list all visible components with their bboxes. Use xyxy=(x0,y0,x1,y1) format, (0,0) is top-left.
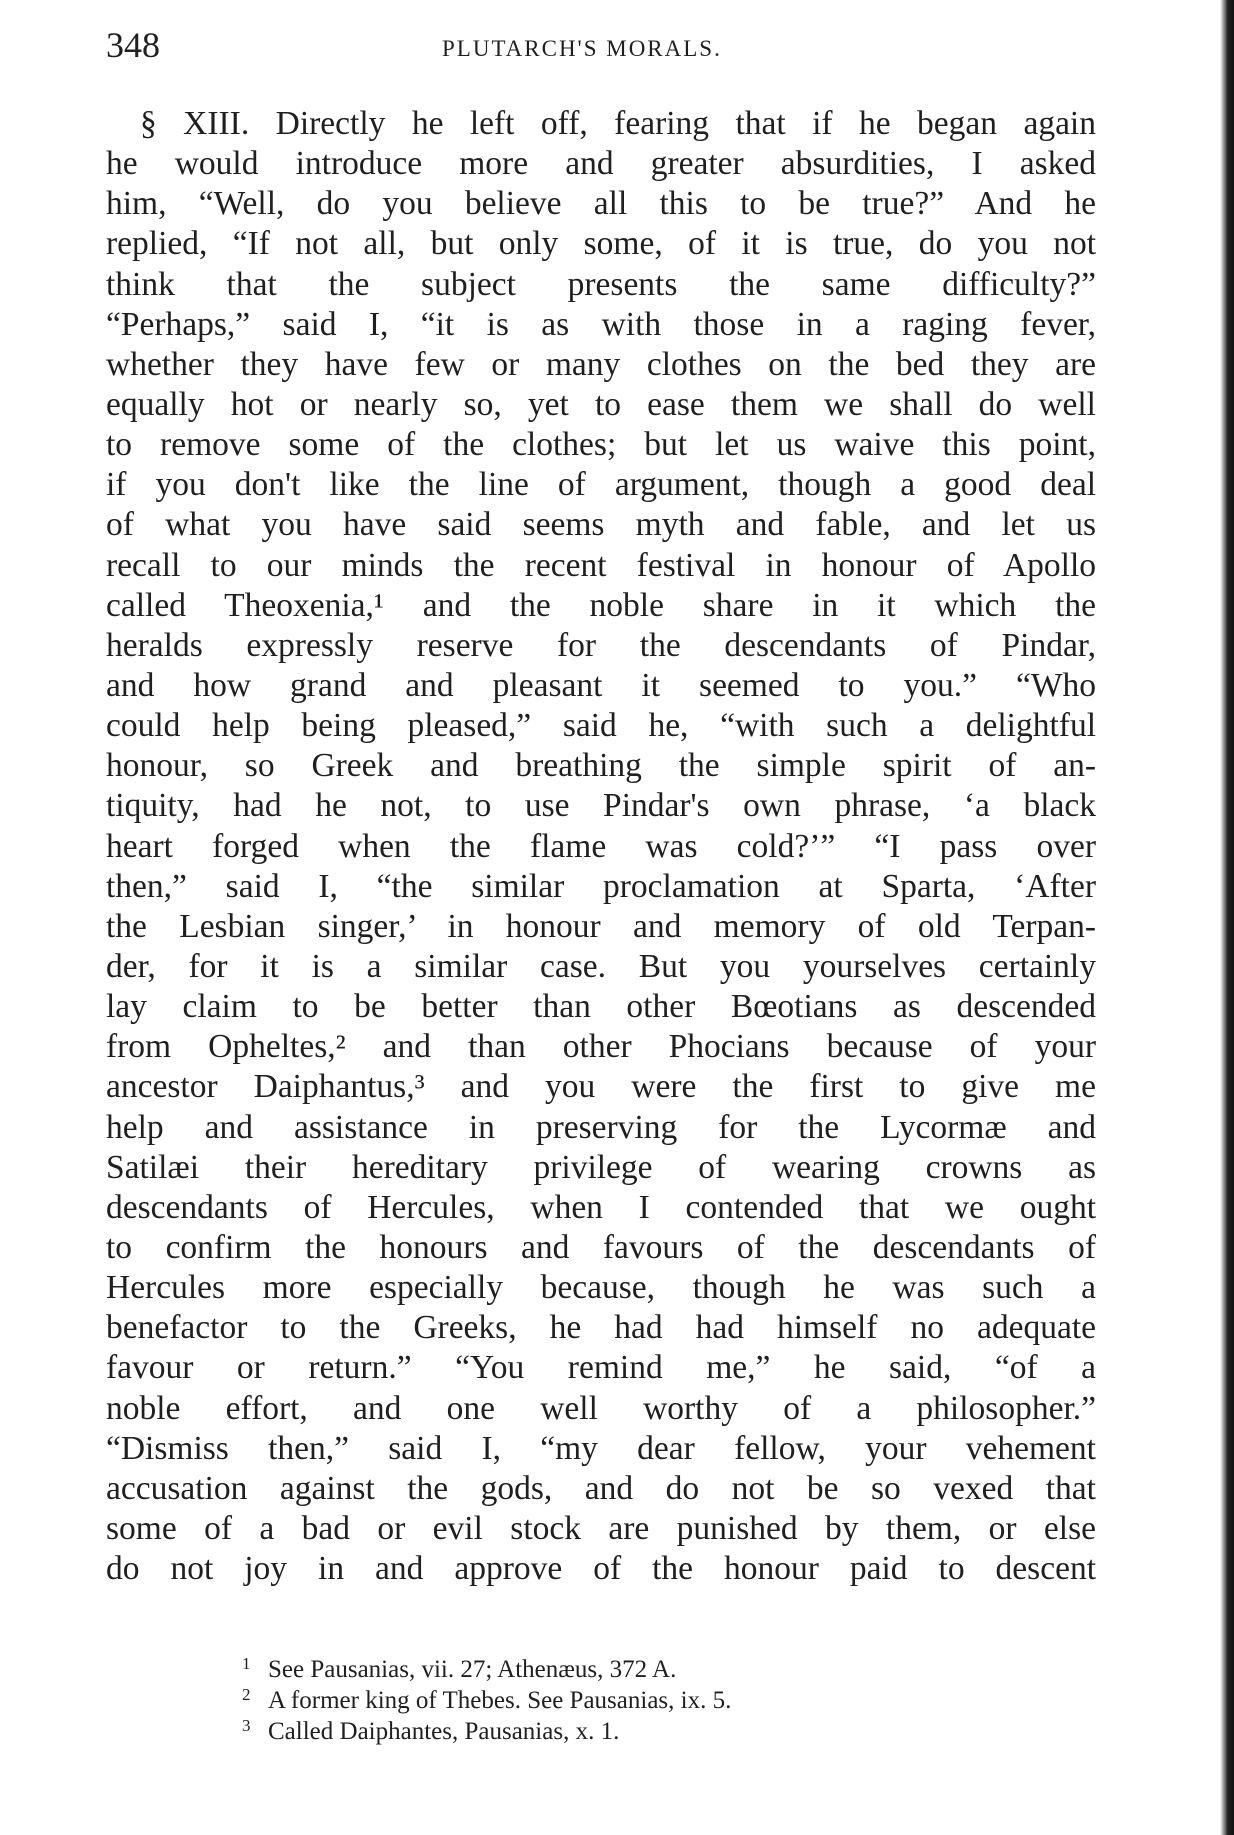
body-text xyxy=(106,104,1096,1589)
text-line: favour or return.” “You remind me,” he said, “of a xyxy=(106,1349,1096,1387)
text-line: to confirm the honours and favours of the descendants of xyxy=(106,1228,1096,1266)
text-line: benefactor to the Greeks, he had had himself no adequate xyxy=(106,1309,1096,1347)
text-line: think that the subject presents the same difficulty?” xyxy=(106,265,1096,303)
text-line: he would introduce more and greater absurdities, I asked xyxy=(106,145,1096,183)
page-edge-shadow xyxy=(1220,0,1234,1835)
footnote-mark: 3 xyxy=(242,1716,251,1735)
text-line: to remove some of the clothes; but let us waive this point, xyxy=(106,426,1096,464)
text-line: do not joy in and approve of the honour paid to descent xyxy=(106,1550,1096,1588)
text-line: and how grand and pleasant it seemed to you.” “Who xyxy=(106,666,1096,704)
text-line: ancestor Daiphantus,³ and you were the first to give me xyxy=(106,1068,1096,1106)
text-line: could help being pleased,” said he, “with such a delightful xyxy=(106,707,1096,745)
page-header xyxy=(106,18,1096,78)
footnote-text: A former king of Thebes. See Pausanias, ix. 5. xyxy=(268,1687,732,1714)
text-line: replied, “If not all, but only some, of it is true, do you not xyxy=(106,225,1096,263)
text-line: Satilæi their hereditary privilege of wearing crowns as xyxy=(106,1148,1096,1186)
text-line: tiquity, had he not, to use Pindar's own phrase, ‘a black xyxy=(106,787,1096,825)
text-line: called Theoxenia,¹ and the noble share in it which the xyxy=(106,586,1096,624)
text-line: whether they have few or many clothes on the bed they are xyxy=(106,345,1096,383)
text-line: § XIII. Directly he left off, fearing that if he began again xyxy=(140,105,1096,142)
text-line: him, “Well, do you believe all this to be true?” And he xyxy=(106,185,1096,223)
text-line: “Perhaps,” said I, “it is as with those in a raging fever, xyxy=(106,305,1096,343)
text-line: descendants of Hercules, when I contended that we ought xyxy=(106,1188,1096,1226)
text-line: recall to our minds the recent festival in honour of Apollo xyxy=(106,546,1096,584)
footnote-text: See Pausanias, vii. 27; Athenæus, 372 A. xyxy=(268,1656,677,1683)
text-line: heralds expressly reserve for the descendants of Pindar, xyxy=(106,626,1096,664)
footnotes xyxy=(242,1648,1042,1745)
text-line: if you don't like the line of argument, though a good deal xyxy=(106,466,1096,504)
text-line: noble effort, and one well worthy of a philosopher.” xyxy=(106,1389,1096,1427)
text-line: “Dismiss then,” said I, “my dear fellow, your vehement xyxy=(106,1429,1096,1467)
text-line: the Lesbian singer,’ in honour and memory of old Terpan- xyxy=(106,907,1096,945)
running-head: PLUTARCH'S MORALS. xyxy=(442,36,722,61)
text-line: then,” said I, “the similar proclamation at Sparta, ‘After xyxy=(106,867,1096,905)
text-line: from Opheltes,² and than other Phocians because of your xyxy=(106,1028,1096,1066)
text-line: heart forged when the flame was cold?’” “I pass over xyxy=(106,827,1096,865)
text-line: Hercules more especially because, though he was such a xyxy=(106,1269,1096,1307)
footnote-mark: 1 xyxy=(242,1654,251,1673)
footnote-text: Called Daiphantes, Pausanias, x. 1. xyxy=(268,1718,620,1745)
text-line: accusation against the gods, and do not be so vexed that xyxy=(106,1469,1096,1507)
text-line: help and assistance in preserving for the Lycormæ and xyxy=(106,1108,1096,1146)
footnote xyxy=(242,1710,1042,1745)
page-number: 348 xyxy=(106,25,160,65)
text-line: lay claim to be better than other Bœotians as descended xyxy=(106,988,1096,1026)
text-line: der, for it is a similar case. But you yourselves certainly xyxy=(106,947,1096,985)
text-line: some of a bad or evil stock are punished by them, or else xyxy=(106,1509,1096,1547)
footnote xyxy=(242,1679,1042,1714)
text-line: of what you have said seems myth and fable, and let us xyxy=(106,506,1096,544)
text-line: equally hot or nearly so, yet to ease them we shall do well xyxy=(106,385,1096,423)
footnote xyxy=(242,1648,1042,1683)
text-line: honour, so Greek and breathing the simple spirit of an- xyxy=(106,747,1096,785)
footnote-mark: 2 xyxy=(242,1685,251,1704)
